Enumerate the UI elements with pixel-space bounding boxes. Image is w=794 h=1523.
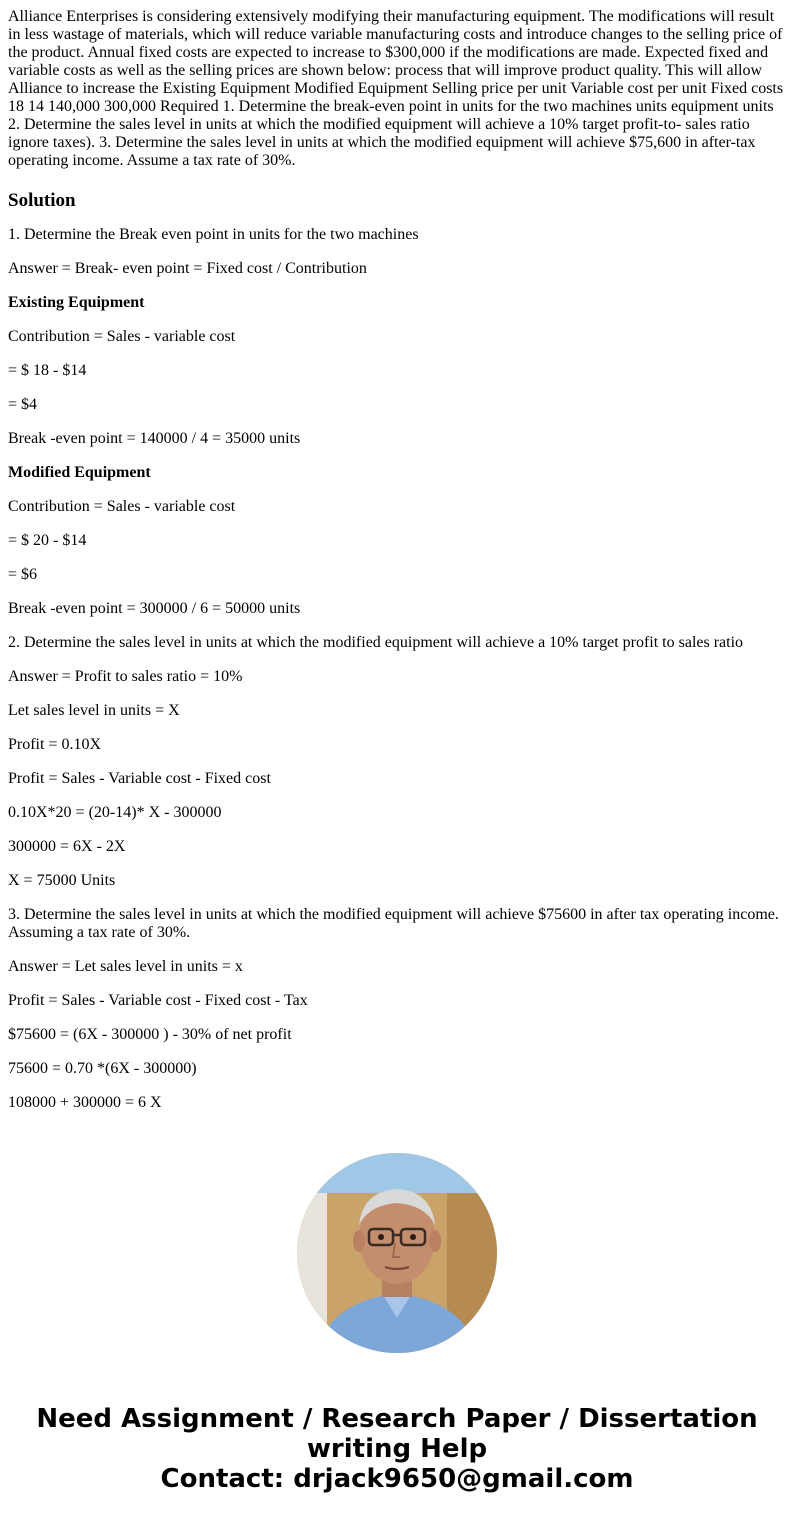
author-avatar	[297, 1153, 497, 1353]
solution-line: 0.10X*20 = (20-14)* X - 300000	[8, 804, 222, 821]
footer-contact-banner	[0, 1404, 794, 1494]
solution-line: X = 75000 Units	[8, 872, 116, 889]
solution-line: 1. Determine the Break even point in units for the two machines	[8, 226, 419, 243]
solution-line: 2. Determine the sales level in units at which the modified equipment will achieve a 10% target profit to sales ratio	[8, 634, 744, 651]
solution-line: = $ 18 - $14	[8, 362, 87, 379]
solution-heading: Solution	[8, 190, 76, 211]
solution-line: = $6	[8, 566, 38, 583]
solution-line: 3. Determine the sales level in units at which the modified equipment will achieve $75600 in after tax operating income. Assuming a tax rate of 30%.	[8, 906, 779, 941]
footer-line-2: writing Help	[306, 1434, 488, 1464]
solution-line: 108000 + 300000 = 6 X	[8, 1094, 162, 1111]
solution-line: $75600 = (6X - 300000 ) - 30% of net profit	[8, 1026, 292, 1043]
solution-line: Profit = Sales - Variable cost - Fixed cost - Tax	[8, 992, 308, 1009]
section-heading: Modified Equipment	[8, 464, 151, 481]
solution-line: Answer = Let sales level in units = x	[8, 958, 243, 975]
section-heading: Existing Equipment	[8, 294, 145, 311]
solution-line: = $4	[8, 396, 38, 413]
author-portrait-image	[297, 1153, 497, 1353]
solution-line: Break -even point = 140000 / 4 = 35000 units	[8, 430, 301, 447]
solution-line: Let sales level in units = X	[8, 702, 180, 719]
solution-line: Break -even point = 300000 / 6 = 50000 units	[8, 600, 301, 617]
solution-line: 75600 = 0.70 *(6X - 300000)	[8, 1060, 197, 1077]
solution-line: Answer = Break- even point = Fixed cost / Contribution	[8, 260, 367, 277]
footer-line-1: Need Assignment / Research Paper / Dissertation	[36, 1404, 758, 1434]
solution-line: 300000 = 6X - 2X	[8, 838, 126, 855]
question-text: Alliance Enterprises is considering extensively modifying their manufacturing equipment. The modifications will result in less wastage of materials, which will reduce variable manufacturing costs and introduce changes to the selling price of the product. Annual fixed costs are expected to increase to $300,000 if the modifications are made. Expected fixed and variable costs as well as the selling prices are shown below: process that will improve product quality. This will allow Alliance to increase the Existing Equipment Modified Equipment Selling price per unit Variable cost per unit Fixed costs 18 14 140,000 300,000 Required 1. Determine the break-even point in units for the two machines units equipment units 2. Determine the sales level in units at which the modified equipment will achieve a 10% target profit-to- sales ratio ignore taxes). 3. Determine the sales level in units at which the modified equipment will achieve $75,600 in after-tax operating income. Assume a tax rate of 30%.	[8, 8, 784, 169]
solution-line: Answer = Profit to sales ratio = 10%	[8, 668, 243, 685]
document-body	[8, 8, 786, 1128]
solution-line: = $ 20 - $14	[8, 532, 87, 549]
solution-line: Contribution = Sales - variable cost	[8, 498, 236, 515]
solution-line: Profit = 0.10X	[8, 736, 102, 753]
solution-line: Profit = Sales - Variable cost - Fixed cost	[8, 770, 271, 787]
solution-lines	[8, 226, 786, 1112]
solution-line: Contribution = Sales - variable cost	[8, 328, 236, 345]
footer-contact-line: Contact: drjack9650@gmail.com	[160, 1464, 634, 1494]
